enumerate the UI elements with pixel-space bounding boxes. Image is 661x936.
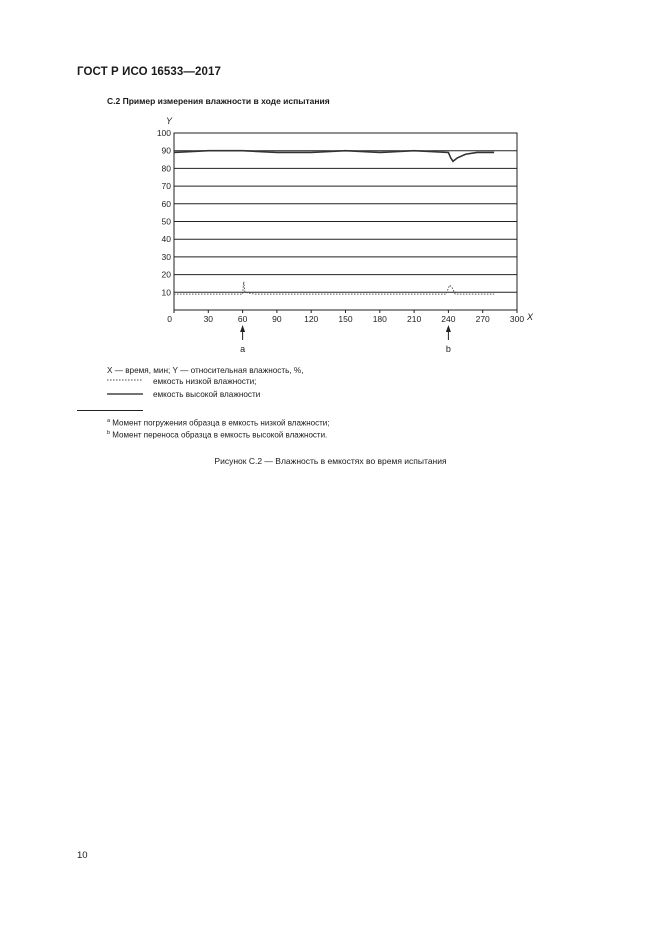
y-tick-label-30: 30	[161, 251, 171, 262]
x-tick-label-210: 210	[407, 314, 422, 324]
x-tick-label-150: 150	[338, 314, 353, 324]
y-axis-label: Y	[166, 116, 173, 126]
y-tick-label-10: 10	[161, 287, 171, 298]
x-tick-label-0: 0	[167, 314, 172, 324]
x-tick-label-30: 30	[203, 314, 214, 324]
legend-low-humidity: емкость низкой влажности;	[153, 377, 257, 386]
legend-high-humidity: емкость высокой влажности	[153, 390, 261, 399]
annotation-label-a: a	[240, 344, 246, 354]
footnote-a-mark: a	[107, 418, 111, 424]
x-tick-label-270: 270	[475, 314, 490, 324]
y-tick-label-70: 70	[161, 181, 171, 192]
y-tick-label-80: 80	[161, 163, 171, 174]
annotation-label-b: b	[445, 344, 451, 354]
footnote-a	[107, 418, 329, 428]
footnote-a-text: Момент погружения образца в емкость низкой влажности;	[112, 418, 330, 428]
x-tick-label-180: 180	[372, 314, 387, 324]
chart-ticks	[157, 128, 525, 324]
y-tick-label-90: 90	[161, 145, 171, 156]
x-tick-label-60: 60	[237, 314, 248, 324]
document-header: ГОСТ Р ИСО 16533—2017	[77, 66, 222, 78]
x-tick-label-240: 240	[441, 314, 456, 324]
footnote-b	[107, 430, 327, 440]
chart-grid	[174, 133, 517, 310]
footnote-separator	[77, 410, 143, 411]
chart-annotations	[240, 325, 451, 354]
footnote-b-mark: b	[107, 430, 111, 436]
humidity-chart	[0, 0, 661, 360]
legend-axes-description: X — время, мин; Y — относительная влажность, %,	[107, 366, 304, 375]
annotation-arrow-head-a	[240, 325, 245, 332]
y-tick-label-60: 60	[161, 198, 171, 209]
x-tick-label-300: 300	[509, 314, 525, 324]
page-number: 10	[77, 850, 88, 861]
y-tick-label-50: 50	[161, 216, 171, 227]
section-title: С.2 Пример измерения влажности в ходе испытания	[107, 96, 330, 106]
x-tick-label-120: 120	[304, 314, 319, 324]
figure-caption: Рисунок С.2 — Влажность в емкостях во время испытания	[214, 456, 447, 466]
y-tick-label-20: 20	[161, 269, 171, 280]
y-tick-label-100: 100	[156, 128, 171, 138]
x-tick-label-90: 90	[272, 314, 282, 324]
legend-dotted-swatch	[107, 376, 147, 384]
chart-series	[174, 151, 494, 294]
footnote-b-text: Момент переноса образца в емкость высокой влажности.	[112, 430, 328, 440]
y-tick-label-40: 40	[161, 234, 171, 245]
series-line-solid	[174, 151, 494, 162]
legend-solid-swatch	[107, 390, 147, 398]
x-axis-label: X	[527, 312, 534, 322]
annotation-arrow-head-b	[446, 325, 451, 332]
